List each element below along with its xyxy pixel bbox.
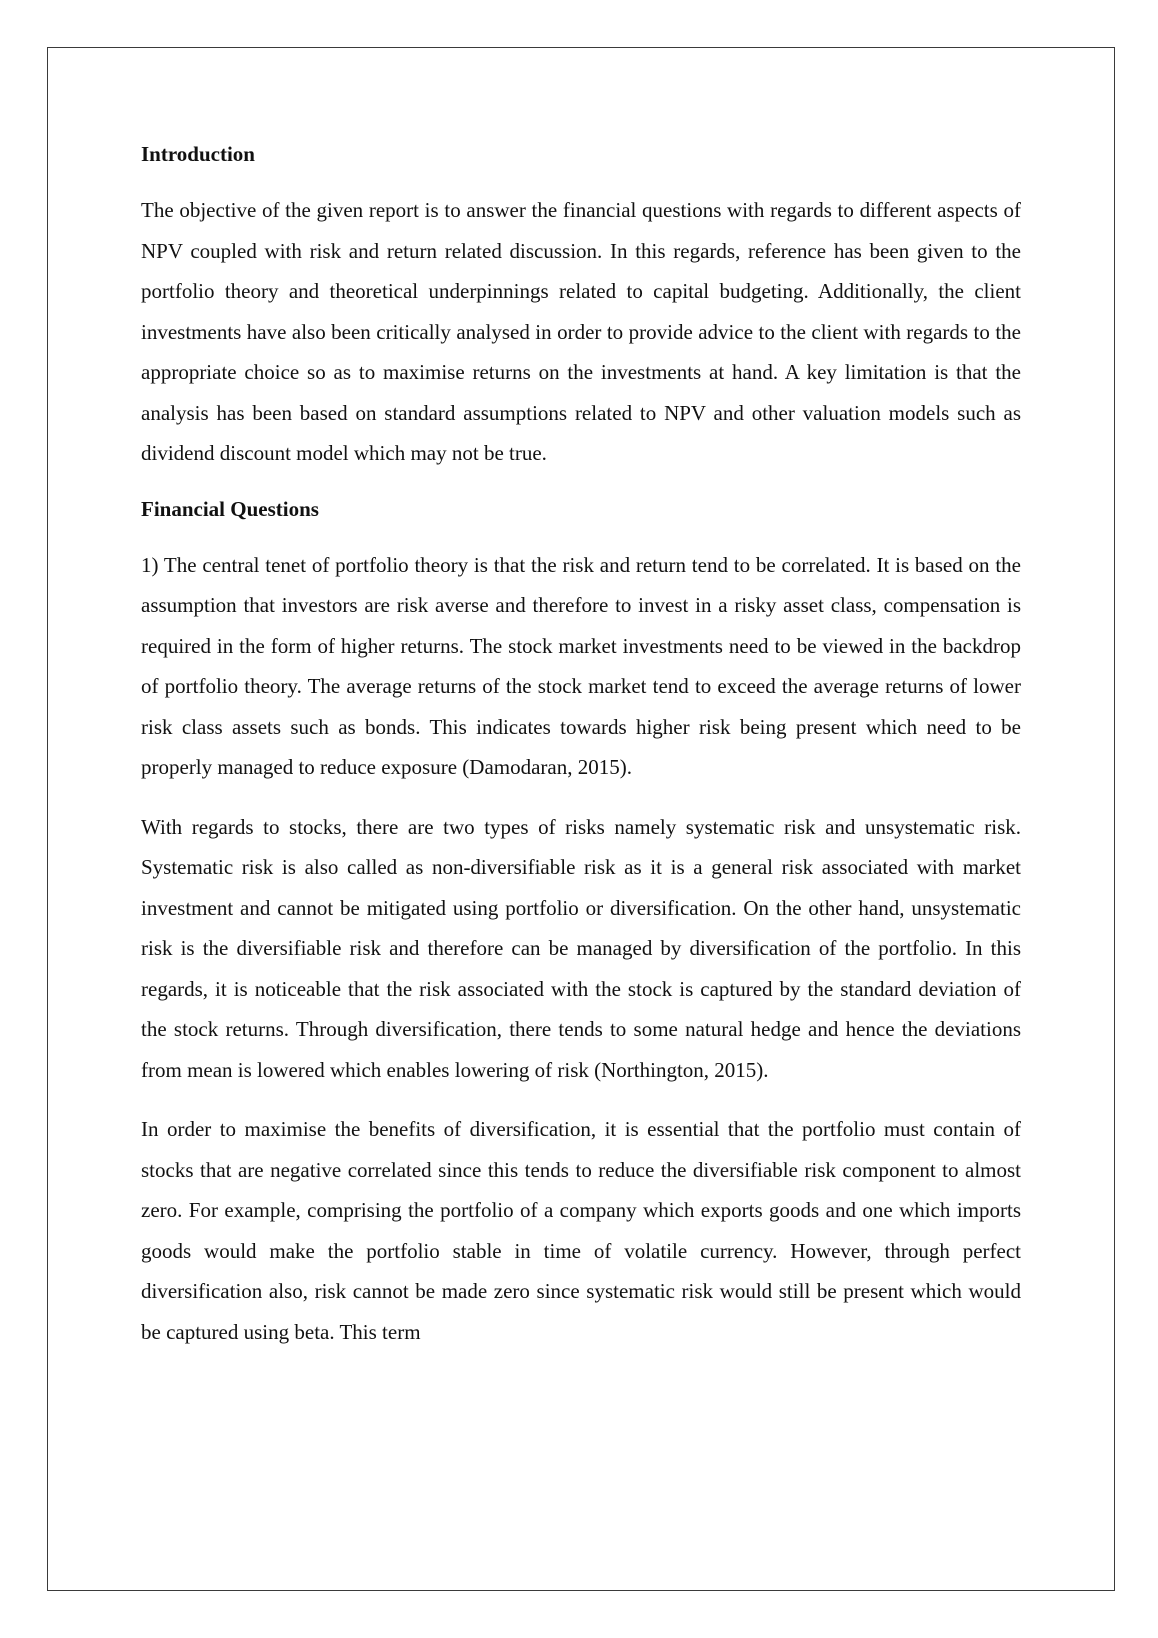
financial-paragraph-1: 1) The central tenet of portfolio theory is that the risk and return tend to be correlated. It is based on the assumption that investors are risk averse and therefore to invest in a risky asset class, compensation is required in the form of higher returns. The stock market investments need to be viewed in the backdrop of portfolio theory. The average returns of the stock market tend to exceed the average returns of lower risk class assets such as bonds. This indicates towards higher risk being present which need to be properly managed to reduce exposure (Damodaran, 2015). — [141, 552, 1021, 779]
financial-paragraph-2: With regards to stocks, there are two types of risks namely systematic risk and unsystematic risk. Systematic risk is also called as non-diversifiable risk as it is a general risk associated with market investment and cannot be mitigated using portfolio or diversification. On the other hand, unsystematic risk is the diversifiable risk and therefore can be managed by diversification of the portfolio. In this regards, it is noticeable that the risk associated with the stock is captured by the standard deviation of the stock returns. Through diversification, there tends to some natural hedge and hence the deviations from mean is lowered which enables lowering of risk (Northington, 2015). — [141, 814, 1021, 1082]
section-heading-introduction: Introduction — [141, 142, 255, 166]
section-heading-financial-questions: Financial Questions — [141, 496, 319, 521]
financial-paragraph-3: In order to maximise the benefits of diversification, it is essential that the portfolio must contain of stocks that are negative correlated since this tends to reduce the diversifiable risk component to almost zero. For example, comprising the portfolio of a company which exports goods and one which imports goods would make the portfolio stable in time of volatile currency. However, through perfect diversification also, risk cannot be made zero since systematic risk would still be present which would be captured using beta. This term — [141, 1117, 1021, 1344]
document-body — [141, 138, 1021, 1371]
introduction-paragraph: The objective of the given report is to answer the financial questions with regards to different aspects of NPV coupled with risk and return related discussion. In this regards, reference has been given to the portfolio theory and theoretical underpinnings related to capital budgeting. Additionally, the client investments have also been critically analysed in order to provide advice to the client with regards to the appropriate choice so as to maximise returns on the investments at hand. A key limitation is that the analysis has been based on standard assumptions related to NPV and other valuation models such as dividend discount model which may not be true. — [141, 198, 1021, 465]
